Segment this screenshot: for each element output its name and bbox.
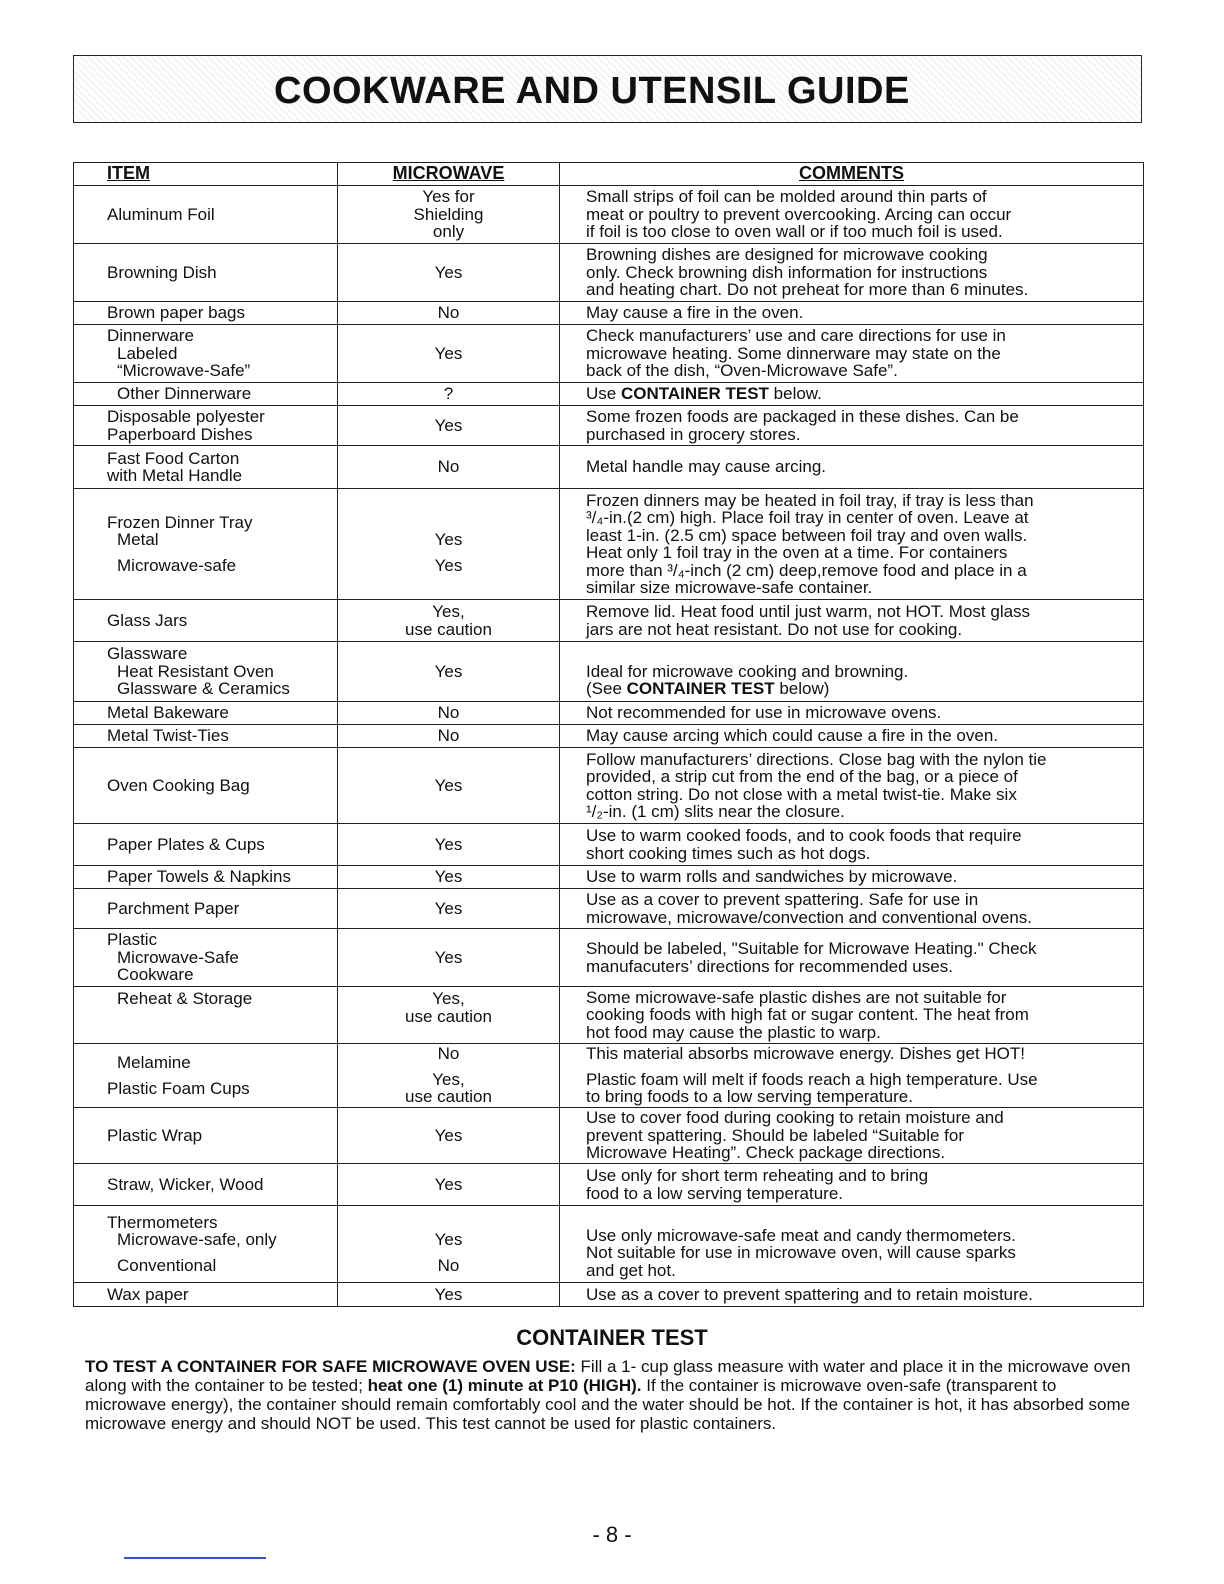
table-row (74, 1108, 1144, 1164)
table-row (74, 642, 1144, 702)
item-name: Frozen Dinner Tray (107, 512, 253, 532)
comment-line: Not suitable for use in microwave oven, will cause sparks (586, 1243, 1016, 1262)
mw-value: use caution (405, 1006, 492, 1026)
item-name: Parchment Paper (107, 898, 240, 918)
comment-line: Remove lid. Heat food until just warm, not HOT. Most glass (586, 602, 1031, 621)
mw-value: use caution (405, 619, 492, 639)
comment-line: (See (586, 679, 627, 699)
item-name: Oven Cooking Bag (107, 775, 250, 795)
table-row (74, 1044, 1144, 1108)
comment-line: Metal handle may cause arcing. (586, 457, 827, 477)
mw-value: Yes (434, 1284, 463, 1304)
comment-line: cotton string. Do not close with a metal twist-tie. Make six (586, 784, 1017, 804)
comment-line: May cause arcing which could cause a fire in the oven. (586, 726, 999, 746)
item-name: Metal Bakeware (107, 703, 229, 723)
container-test-text: Fill a 1- cup glass measure with water and place it in the microwave oven along with the container to be tested; (85, 1357, 1131, 1395)
comment-line: Use to warm cooked foods, and to cook foods that require (586, 826, 1022, 845)
mw-value: Yes (434, 530, 463, 550)
mw-value: use caution (405, 1087, 492, 1107)
item-name: Disposable polyester (107, 407, 265, 426)
table-row (74, 489, 1144, 600)
container-test-body (85, 1357, 1140, 1433)
item-name: Dinnerware (107, 326, 194, 346)
item-name: Browning Dish (107, 262, 217, 282)
mw-value: Yes (434, 661, 463, 681)
mw-value: No (437, 457, 460, 477)
mw-value: No (437, 1255, 460, 1275)
table-row (74, 987, 1144, 1044)
comment-line: Heat only 1 foil tray in the oven at a time. For containers (586, 543, 1008, 562)
container-test-ref: CONTAINER TEST (626, 679, 775, 699)
mw-value: Yes (434, 1174, 463, 1194)
comment-line: Small strips of foil can be molded around thin parts of (586, 187, 987, 207)
comment-line: Follow manufacturers’ directions. Close bag with the nylon tie (586, 749, 1047, 769)
container-test-text: If the container is microwave oven-safe (transparent to microwave energy), the container should remain comfortably cool and the water should be hot. If the container is hot, it has absorbed some microwave energy and should NOT be used. This test cannot be used for plastic containers. (85, 1376, 1131, 1433)
comment-line: Plastic foam will melt if foods reach a high temperature. Use (586, 1069, 1038, 1089)
comment-line: short cooking times such as hot dogs. (586, 843, 871, 863)
comment-line: prevent spattering. Should be labeled “Suitable for (586, 1125, 965, 1145)
mw-value: Yes (434, 834, 463, 854)
mw-value: Yes (434, 1125, 463, 1145)
header-microwave: MICROWAVE (338, 163, 560, 186)
table-header-row (74, 163, 1144, 186)
comment-line: Use to warm rolls and sandwiches by microwave. (586, 867, 958, 887)
comment-line: Some microwave-safe plastic dishes are not suitable for (586, 987, 1007, 1007)
table-row (74, 186, 1144, 244)
table-row (74, 1283, 1144, 1307)
comment-line: Use only for short term reheating and to bring (586, 1166, 929, 1185)
mw-value: Yes (434, 555, 463, 575)
item-name: Paperboard Dishes (107, 424, 253, 444)
item-sub-name: Glassware & Ceramics (117, 679, 290, 699)
table-row (74, 866, 1144, 889)
comment-line: Should be labeled, "Suitable for Microwave Heating." Check (586, 939, 1037, 958)
comment-line: Microwave Heating”. Check package directions. (586, 1143, 946, 1163)
table-row (74, 406, 1144, 446)
item-name: Plastic Foam Cups (107, 1078, 250, 1098)
item-name: Other Dinnerware (117, 384, 252, 404)
table-row (74, 725, 1144, 748)
comment-line: hot food may cause the plastic to warp. (586, 1022, 881, 1042)
comment-line: below. (768, 384, 822, 404)
item-name: Glass Jars (107, 610, 188, 630)
item-name: Aluminum Foil (107, 204, 215, 224)
comment-line: Check manufacturers’ use and care directions for use in (586, 326, 1006, 346)
comment-line: Use only microwave-safe meat and candy thermometers. (586, 1225, 1016, 1245)
mw-value: Yes (434, 415, 463, 435)
comment-line: if foil is too close to oven wall or if too much foil is used. (586, 222, 1003, 242)
comment-line: ³/₄-in.(2 cm) high. Place foil tray in center of oven. Leave at (586, 508, 1029, 527)
mw-value: Yes (434, 775, 463, 795)
mw-value: No (437, 1044, 460, 1064)
comment-line: ¹/₂-in. (1 cm) slits near the closure. (586, 802, 845, 821)
comment-line: Not recommended for use in microwave ovens. (586, 703, 942, 723)
mw-value: Yes (434, 343, 463, 363)
mw-value: Shielding (413, 204, 484, 224)
table-row (74, 1206, 1144, 1283)
header-comments: COMMENTS (560, 163, 1144, 186)
table-row (74, 325, 1144, 383)
comment-line: meat or poultry to prevent overcooking. Arcing can occur (586, 204, 1012, 224)
mw-value: Yes (434, 867, 463, 887)
item-name: Wax paper (107, 1284, 189, 1304)
page-title: COOKWARE AND UTENSIL GUIDE (274, 70, 910, 112)
item-sub-name: Labeled (117, 343, 178, 363)
title-banner (73, 55, 1142, 123)
item-sub-name: Microwave-safe, only (117, 1230, 277, 1250)
table-row (74, 889, 1144, 929)
comment-line: similar size microwave-safe container. (586, 578, 873, 597)
comment-line: Use as a cover to prevent spattering and to retain moisture. (586, 1284, 1033, 1304)
table-row (74, 302, 1144, 325)
item-name: Paper Plates & Cups (107, 834, 265, 854)
mw-value: No (437, 303, 460, 323)
item-name: Plastic Wrap (107, 1125, 203, 1145)
item-name: Brown paper bags (107, 303, 245, 323)
comment-line: and get hot. (586, 1260, 676, 1280)
container-test-heat: heat one (1) minute at P10 (HIGH). (367, 1376, 642, 1395)
comment-line: Use to cover food during cooking to retain moisture and (586, 1108, 1004, 1128)
item-sub-name: Heat Resistant Oven (117, 661, 274, 681)
item-name: Straw, Wicker, Wood (107, 1174, 264, 1194)
comment-line: microwave, microwave/convection and conventional ovens. (586, 907, 1033, 927)
mw-value: Yes for (422, 187, 475, 207)
item-sub-name: Reheat & Storage (117, 989, 253, 1008)
comment-line: Browning dishes are designed for microwave cooking (586, 245, 988, 265)
comment-line: Use (586, 384, 621, 404)
comment-line: May cause a fire in the oven. (586, 303, 804, 323)
mw-value: No (437, 726, 460, 746)
comment-line: food to a low serving temperature. (586, 1183, 844, 1203)
comment-line: back of the dish, “Oven-Microwave Safe”. (586, 361, 898, 381)
item-name: Fast Food Carton (107, 448, 240, 468)
item-name: Glassware (107, 644, 188, 664)
comment-line: microwave heating. Some dinnerware may state on the (586, 343, 1001, 363)
comment-line: This material absorbs microwave energy. Dishes get HOT! (586, 1044, 1026, 1064)
table-row (74, 446, 1144, 489)
item-sub-name: Microwave-safe (117, 555, 237, 575)
table-row (74, 824, 1144, 866)
item-sub-name: Microwave-Safe (117, 947, 239, 967)
comment-line: more than ³/₄-inch (2 cm) deep,remove food and place in a (586, 560, 1027, 580)
item-name: Metal Twist-Ties (107, 726, 229, 746)
container-test-lead: TO TEST A CONTAINER FOR SAFE MICROWAVE OVEN USE: (85, 1357, 576, 1376)
comment-line: below) (774, 679, 830, 699)
mw-value: Yes (434, 1230, 463, 1250)
comment-line: least 1-in. (2.5 cm) space between foil tray and oven walls. (586, 525, 1028, 545)
comment-line: jars are not heat resistant. Do not use for cooking. (586, 619, 963, 639)
mw-value: Yes, (432, 602, 465, 621)
item-sub-name: “Microwave-Safe” (117, 361, 251, 381)
container-test-ref: CONTAINER TEST (620, 384, 769, 404)
comment-line: purchased in grocery stores. (586, 424, 801, 444)
page-number: - 8 - (592, 1522, 632, 1547)
item-name: Paper Towels & Napkins (107, 867, 291, 887)
container-test-title: CONTAINER TEST (516, 1325, 708, 1350)
table-row (74, 383, 1144, 406)
comment-line: only. Check browning dish information for instructions (586, 262, 988, 282)
mw-value: No (437, 703, 460, 723)
table-row (74, 1164, 1144, 1206)
mw-value: only (432, 222, 465, 242)
mw-value: Yes (434, 262, 463, 282)
mw-value: Yes (434, 898, 463, 918)
cookware-table (73, 162, 1144, 1307)
comment-line: provided, a strip cut from the end of the bag, or a piece of (586, 767, 1018, 786)
item-name: Plastic (107, 930, 158, 950)
item-name: with Metal Handle (107, 466, 243, 485)
comment-line: and heating chart. Do not preheat for more than 6 minutes. (586, 280, 1029, 300)
item-sub-name: Cookware (117, 965, 194, 985)
table-row (74, 600, 1144, 642)
comment-line: Use as a cover to prevent spattering. Safe for use in (586, 890, 979, 909)
table-row (74, 929, 1144, 987)
comment-line: Ideal for microwave cooking and browning. (586, 661, 909, 681)
table-row (74, 748, 1144, 824)
table-row (74, 244, 1144, 302)
comment-line: Some frozen foods are packaged in these dishes. Can be (586, 407, 1019, 426)
comment-line: to bring foods to a low serving temperature. (586, 1087, 913, 1107)
mw-value: Yes, (432, 1069, 465, 1089)
comment-line: cooking foods with high fat or sugar content. The heat from (586, 1005, 1029, 1025)
mw-value: Yes, (432, 989, 465, 1008)
mw-value: ? (443, 384, 454, 404)
header-item: ITEM (74, 163, 338, 186)
table-row (74, 702, 1144, 725)
comment-line: manufacuters’ directions for recommended uses. (586, 956, 953, 976)
item-sub-name: Metal (117, 530, 159, 550)
item-sub-name: Conventional (117, 1255, 217, 1275)
mw-value: Yes (434, 947, 463, 967)
item-name: Thermometers (107, 1212, 218, 1232)
comment-line: Frozen dinners may be heated in foil tray, if tray is less than (586, 490, 1034, 510)
footer-divider (124, 1557, 266, 1559)
item-sub-name: Melamine (117, 1053, 191, 1072)
